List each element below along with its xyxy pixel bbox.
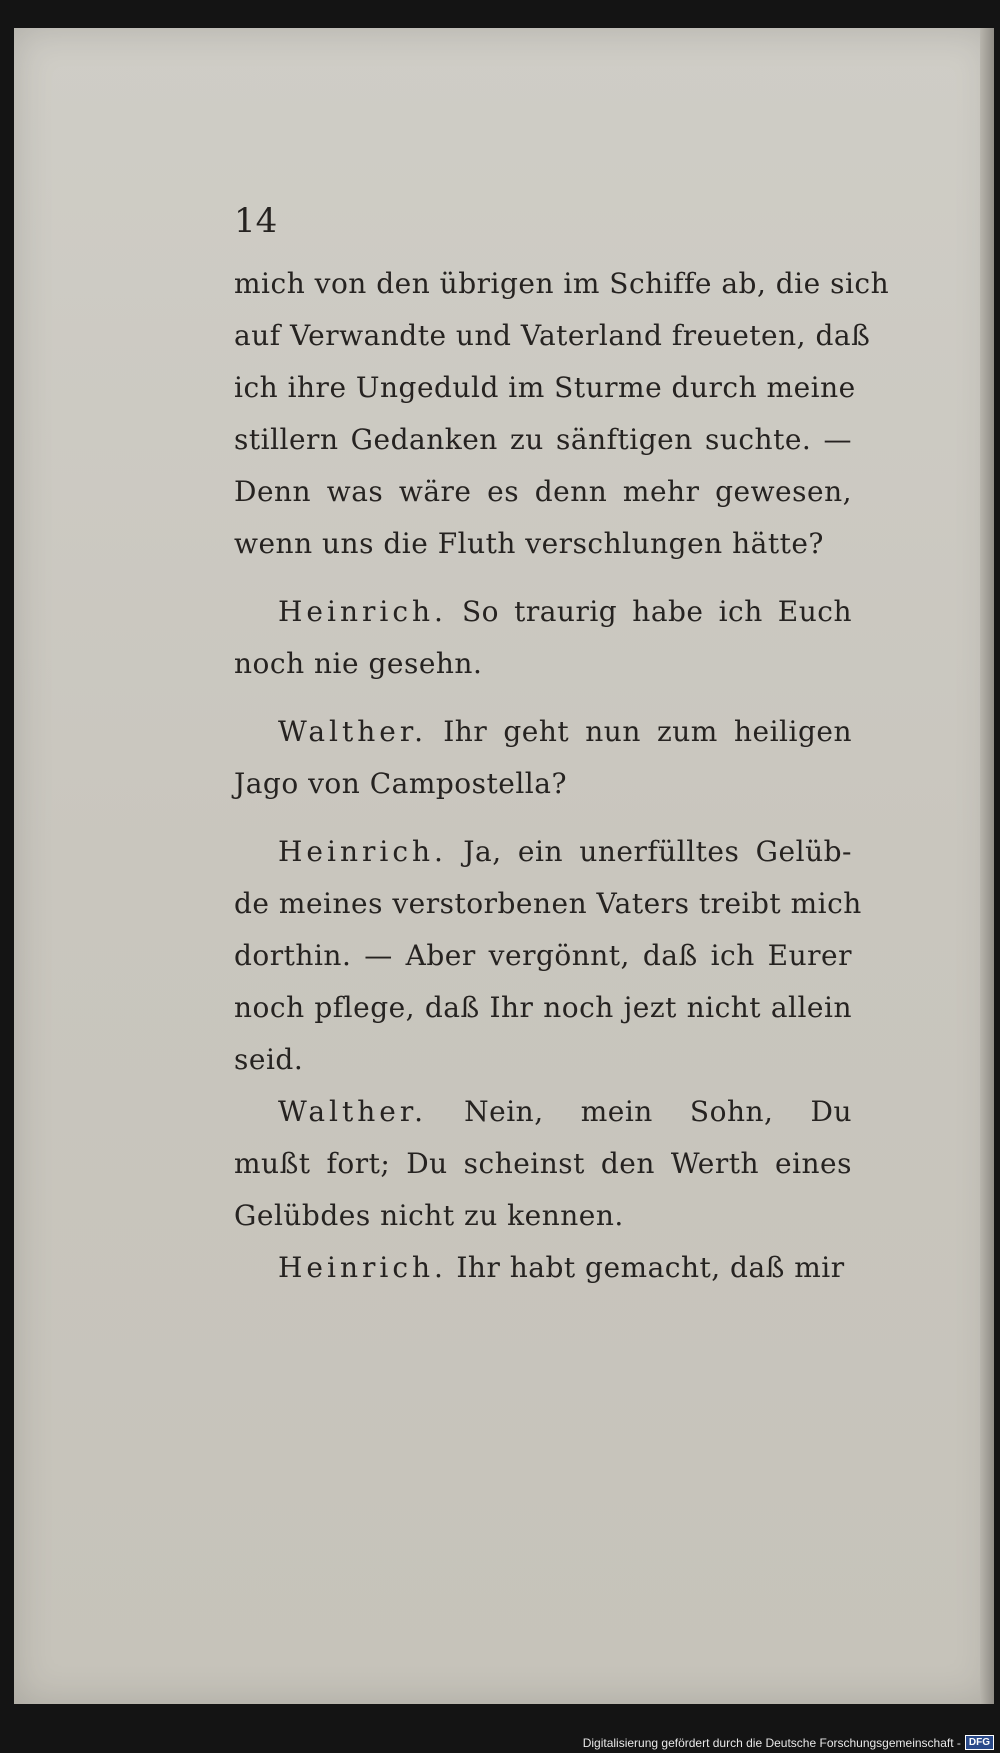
text-line: stillern Gedanken zu sänftigen suchte. — bbox=[234, 423, 852, 456]
dialogue-text: Ihr geht nun zum heiligen bbox=[443, 715, 852, 748]
dialogue-line bbox=[234, 706, 852, 758]
dialogue-text: Ihr habt gemacht, daß mir bbox=[456, 1251, 845, 1284]
dialogue-line bbox=[234, 586, 852, 638]
dialogue-line: dorthin. — Aber vergönnt, daß ich Eurer bbox=[234, 939, 852, 972]
page-number: 14 bbox=[234, 201, 278, 241]
text-line: wenn uns die Fluth verschlungen hätte? bbox=[234, 527, 824, 560]
speaker-name: Walther. bbox=[278, 715, 428, 748]
dialogue-text: Nein, mein Sohn, Du bbox=[464, 1095, 852, 1128]
dialogue-line: seid. bbox=[234, 1043, 304, 1076]
dialogue-text: Ja, ein unerfülltes Gelüb- bbox=[463, 835, 852, 868]
dialogue-line: de meines verstorbenen Vaters treibt mich bbox=[234, 887, 862, 920]
dialogue-line: noch pflege, daß Ihr noch jezt nicht allein bbox=[234, 991, 852, 1024]
text-line: mich von den übrigen im Schiffe ab, die sich bbox=[234, 267, 890, 300]
text-block bbox=[234, 258, 890, 1294]
dialogue-line bbox=[234, 1086, 852, 1138]
footer-text: Digitalisierung gefördert durch die Deutsche Forschungsgemeinschaft - bbox=[582, 1735, 961, 1750]
page-edge bbox=[980, 28, 994, 1704]
speaker-name: Heinrich. bbox=[278, 595, 447, 628]
dialogue-line bbox=[234, 826, 852, 878]
dialogue-line bbox=[234, 1242, 852, 1294]
text-line: ich ihre Ungeduld im Sturme durch meine bbox=[234, 371, 856, 404]
speaker-name: Walther. bbox=[278, 1095, 428, 1128]
speaker-name: Heinrich. bbox=[278, 835, 447, 868]
speaker-name: Heinrich. bbox=[278, 1251, 447, 1284]
dialogue-line: Gelübdes nicht zu kennen. bbox=[234, 1199, 624, 1232]
book-page bbox=[14, 28, 994, 1704]
dialogue-line: Jago von Campostella? bbox=[234, 767, 567, 800]
dfg-logo: DFG bbox=[965, 1735, 994, 1750]
text-line: auf Verwandte und Vaterland freueten, daß bbox=[234, 319, 871, 352]
dialogue-line: mußt fort; Du scheinst den Werth eines bbox=[234, 1147, 852, 1180]
digitization-footer bbox=[583, 1735, 994, 1750]
text-line: Denn was wäre es denn mehr gewesen, bbox=[234, 475, 852, 508]
dialogue-line: noch nie gesehn. bbox=[234, 647, 483, 680]
dialogue-text: So traurig habe ich Euch bbox=[462, 595, 852, 628]
